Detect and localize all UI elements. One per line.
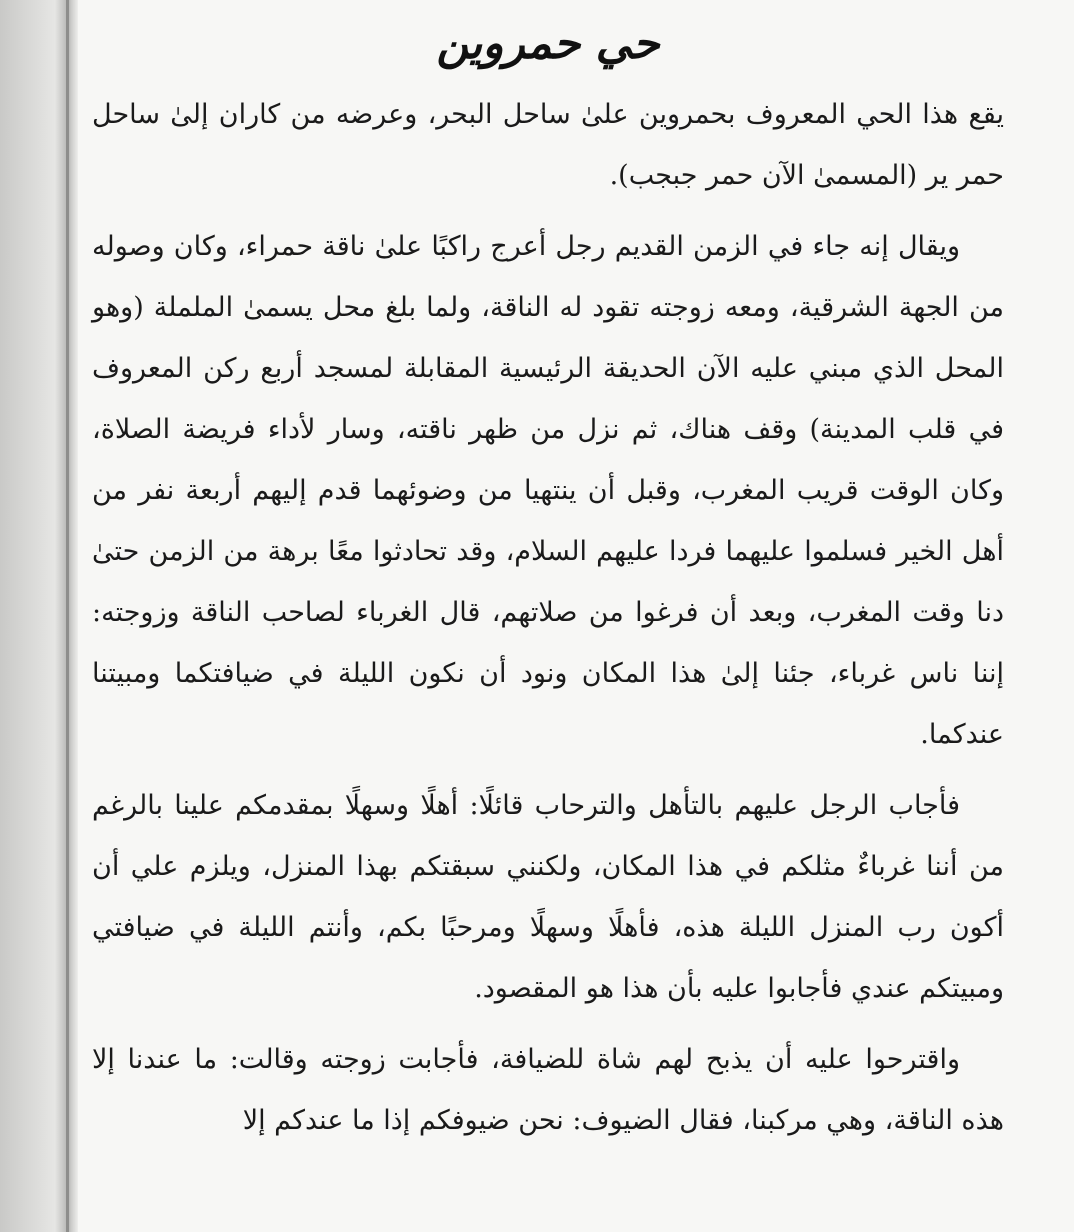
document-page bbox=[92, 0, 1004, 1232]
body-text bbox=[92, 84, 1004, 1151]
paragraph-1: يقع هذا الحي المعروف بحمروين علىٰ ساحل البحر، وعرضه من كاران إلىٰ ساحل حمر ير (المسمىٰ الآن حمر جبجب). bbox=[92, 99, 1004, 191]
paragraph-4: واقترحوا عليه أن يذبح لهم شاة للضيافة، فأجابت زوجته وقالت: ما عندنا إلا هذه الناقة، وهي مركبنا، فقال الضيوف: نحن ضيوفكم إذا ما عندكم إلا bbox=[92, 1044, 1004, 1136]
page-title: حي حمروين bbox=[436, 18, 660, 69]
binding-edge-line bbox=[66, 0, 69, 1232]
paragraph-3: فأجاب الرجل عليهم بالتأهل والترحاب قائلًا: أهلًا وسهلًا بمقدمكم علينا بالرغم من أننا غرباءٌ مثلكم في هذا المكان، ولكنني سبقتكم بهذا المنزل، ويلزم علي أن أكون رب المنزل الليلة هذه، فأهلًا وسهلًا ومرحبًا بكم، وأنتم الليلة في ضيافتي ومبيتكم عندي فأجابوا عليه بأن هذا هو المقصود. bbox=[92, 790, 1005, 1004]
paragraph-2: ويقال إنه جاء في الزمن القديم رجل أعرج راكبًا علىٰ ناقة حمراء، وكان وصوله من الجهة الشرقية، ومعه زوجته تقود له الناقة، ولما بلغ محل يسمىٰ الململة (وهو المحل الذي مبني عليه الآن الحديقة الرئيسية المقابلة لمسجد أربع ركن المعروف في قلب المدينة) وقف هناك، ثم نزل من ظهر ناقته، وسار لأداء فريضة الصلاة، وكان الوقت قريب المغرب، وقبل أن ينتهيا من وضوئهما قدم إليهم أربعة نفر من أهل الخير فسلموا عليهما فردا عليهم السلام، وقد تحادثوا معًا برهة من الزمن حتىٰ دنا وقت المغرب، وبعد أن فرغوا من صلاتهم، قال الغرباء لصاحب الناقة وزوجته: إننا ناس غرباء، جئنا إلىٰ هذا المكان ونود أن نكون الليلة في ضيافتكما ومبيتنا عندكما. bbox=[92, 231, 1004, 750]
